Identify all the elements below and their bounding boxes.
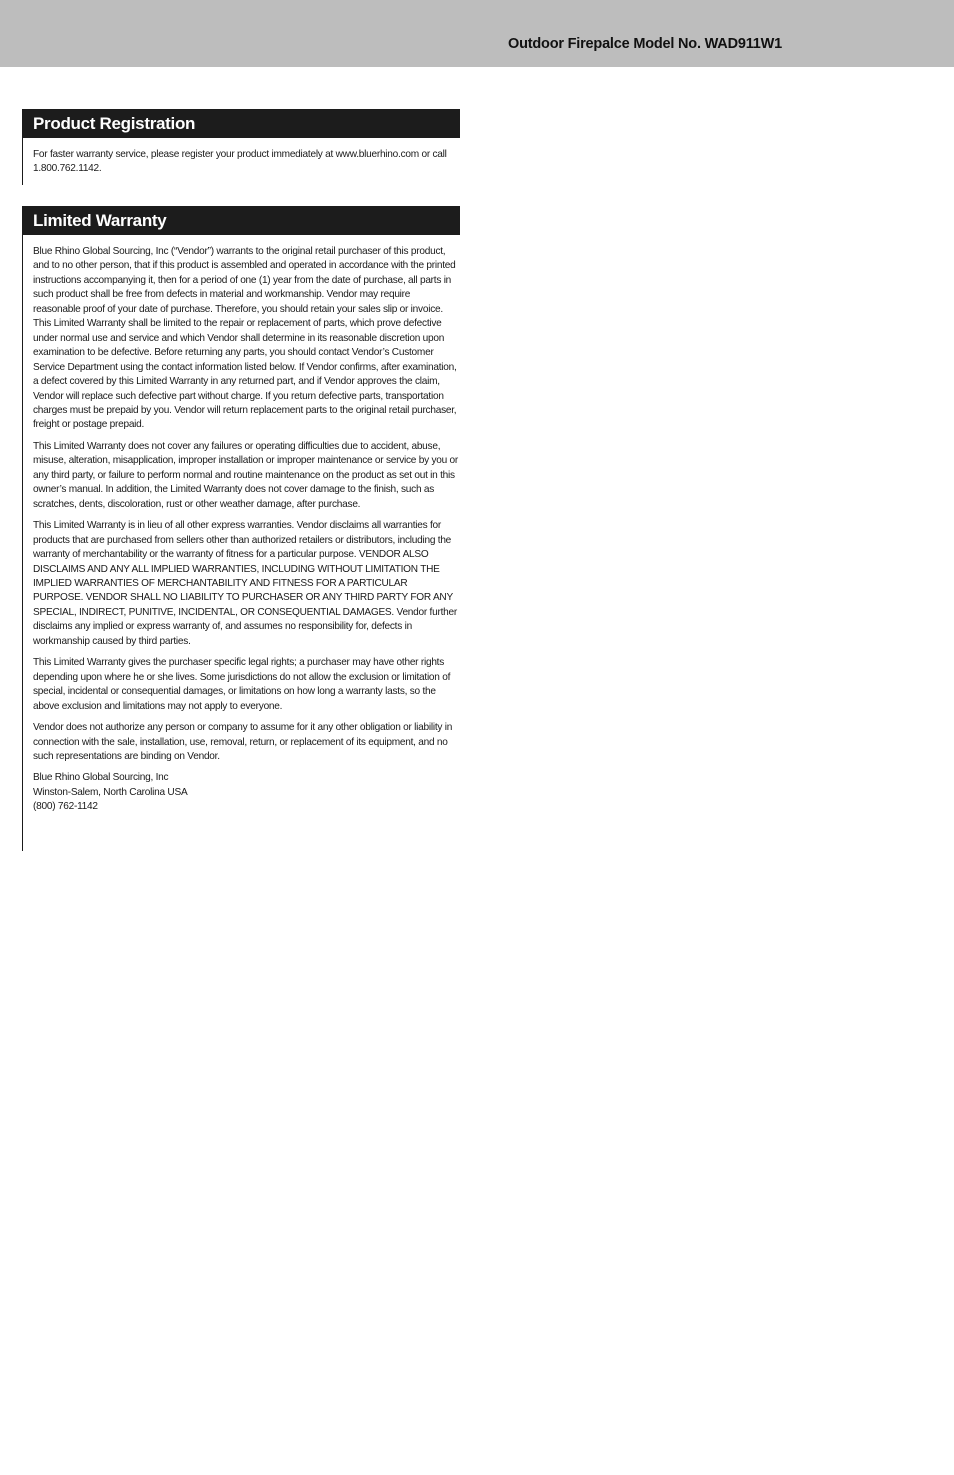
limited-warranty-body [23,235,460,823]
address-company: Blue Rhino Global Sourcing, Inc [33,772,169,784]
header-band [0,0,954,67]
limited-warranty-section [22,206,460,851]
warranty-paragraph-2: This Limited Warranty does not cover any failures or operating difficulties due to accident, abuse, misuse, alteration, misapplication, improper installation or improper maintenance or service by you or any third party, or failure to perform normal and routine maintenance on the product as set out in this owner’s manual. In addition, the Limited Warranty does not cover damage to the finish, such as scratches, dents, discoloration, rust or other weather damage, after purchase. [33,440,458,510]
vendor-address [33,771,460,814]
limited-warranty-heading: Limited Warranty [23,206,460,235]
registration-text: For faster warranty service, please register your product immediately at www.bluerhino.com or call 1.800.762.1142. [33,149,447,175]
address-city: Winston-Salem, North Carolina USA [33,786,188,798]
address-phone: (800) 762-1142 [33,801,98,813]
model-title: Outdoor Firepalce Model No. WAD911W1 [508,36,782,52]
product-registration-heading: Product Registration [23,109,460,138]
warranty-paragraph-3: This Limited Warranty is in lieu of all other express warranties. Vendor disclaims all warranties for products that are purchased from sellers other than authorized retailers or distributors, including the warranty of merchantability or the warranty of fitness for a particular purpose. VENDOR ALSO DISCLAIMS AND ANY ALL IMPLIED WARRANTIES, INCLUDING WITHOUT LIMITATION THE IMPLIED WARRANTIES OF MERCHANTABILITY AND FITNESS FOR A PARTICULAR PURPOSE. VENDOR SHALL NO LIABILITY TO PURCHASER OR ANY THIRD PARTY FOR ANY SPECIAL, INDIRECT, PUNITIVE, INCIDENTAL, OR CONSEQUENTIAL DAMAGES. Vendor further disclaims any implied or express warranty of, and assumes no responsibility for, defects in workmanship caused by third parties. [33,520,457,647]
warranty-paragraph-1: Blue Rhino Global Sourcing, Inc (“Vendor”) warrants to the original retail purchaser of this product, and to no other person, that if this product is assembled and operated in accordance with the printed instructions accompanying it, then for a period of one (1) year from the date of purchase, all parts in such product shall be free from defects in material and workmanship. Vendor may require reasonable proof of your date of purchase. Therefore, you should retain your sales slip or invoice. This Limited Warranty shall be limited to the repair or replacement of parts, which prove defective under normal use and service and which Vendor shall determine in its reasonable discretion upon examination to be defective. Before returning any parts, you should contact Vendor’s Customer Service Department using the contact information listed below. If Vendor confirms, after examination, a defect covered by this Limited Warranty in any returned part, and if Vendor approves the claim, Vendor will replace such defective part without charge. If you return defective parts, transportation charges must be prepaid by you. Vendor will return replacement parts to the original retail purchaser, freight or postage prepaid. [33,246,457,431]
product-registration-section [22,109,460,185]
warranty-paragraph-4: This Limited Warranty gives the purchaser specific legal rights; a purchaser may have other rights depending upon where he or she lives. Some jurisdictions do not allow the exclusion or limitation of special, incidental or consequential damages, or limitations on how long a warranty lasts, so the above exclusion and limitations may not apply to everyone. [33,657,451,712]
warranty-paragraph-5: Vendor does not authorize any person or company to assume for it any other obligation or liability in connection with the sale, installation, use, removal, return, or replacement of its equipment, and no such representations are binding on Vendor. [33,722,453,762]
product-registration-body [23,138,460,185]
